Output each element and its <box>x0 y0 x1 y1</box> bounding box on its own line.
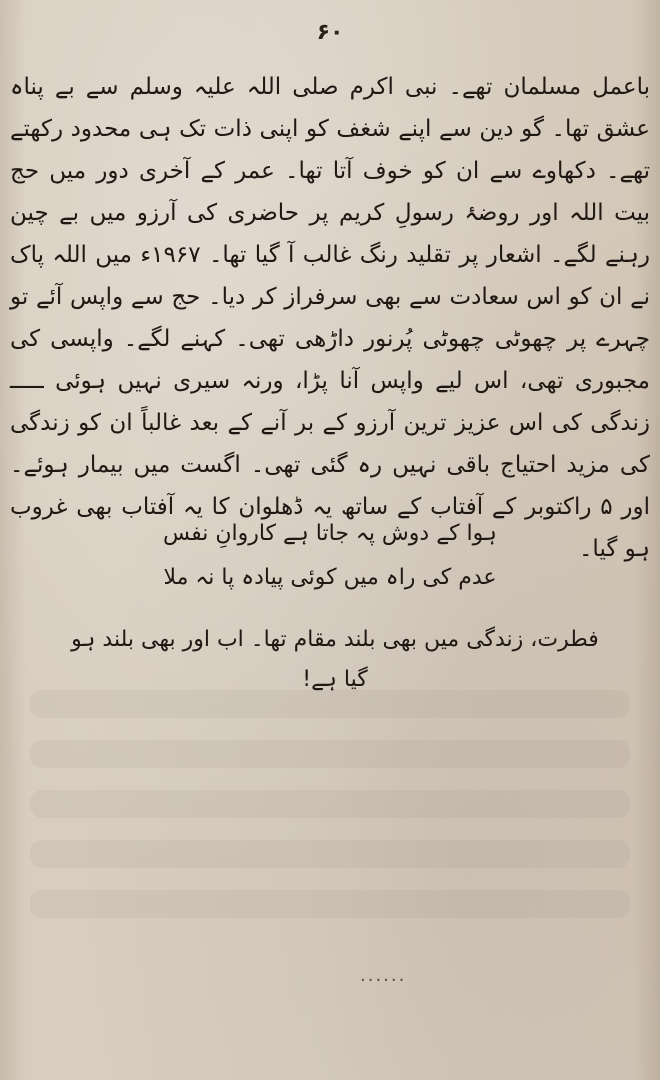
show-through-text <box>30 890 630 918</box>
footer-dots: ...... <box>360 965 407 986</box>
page-number: ۶۰ <box>316 20 344 45</box>
poem-line-1: ہوا کے دوش پہ جاتا ہے کاروانِ نفس <box>163 521 497 546</box>
poem-line-2: عدم کی راہ میں کوئی پیادہ پا نہ ملا <box>163 565 497 590</box>
body-paragraph: باعمل مسلمان تھے۔ نبی اکرم صلی اللہ علیہ وسلم سے بے پناہ عشق تھا۔ گو دین سے اپنے شغف کو اپنی ذات تک ہی محدود رکھتے تھے۔ دکھاوے سے ان کو خوف آتا تھا۔ عمر کے آخری دور میں حج بیت اللہ اور روضۂ رسولِ کریم پر حاضری کی آرزو میں بے چین رہنے لگے۔ اشعار پر تقلید رنگ غالب آ گیا تھا۔ ۱۹۶۷ء میں اللہ پاک نے ان کو اس سعادت سے بھی سرفراز کر دیا۔ حج سے واپس آئے تو چہرے پر چھوٹی چھوٹی پُرنور داڑھی تھی۔ کہنے لگے۔ واپسی کی مجبوری تھی، اس لیے واپس آنا پڑا، ورنہ سیری نہیں ہوئی ـــــ زندگی کی اس عزیز ترین آرزو کے بر آنے کے بعد غالباً ان کو زندگی کی مزید احتیاج باقی نہیں رہ گئی تھی۔ اگست میں بیمار ہوئے۔ اور ۵ راکتوبر کے آفتاب کے ساتھ یہ ڈھلوان کا یہ آفتاب بھی غروب ہو گیا۔ <box>10 74 650 562</box>
show-through-text <box>30 790 630 818</box>
show-through-text <box>30 740 630 768</box>
poem-couplet <box>60 512 600 600</box>
closing-sentence: فطرت، زندگی میں بھی بلند مقام تھا۔ اب اور بھی بلند ہو گیا ہے! <box>71 627 599 692</box>
show-through-text <box>30 840 630 868</box>
